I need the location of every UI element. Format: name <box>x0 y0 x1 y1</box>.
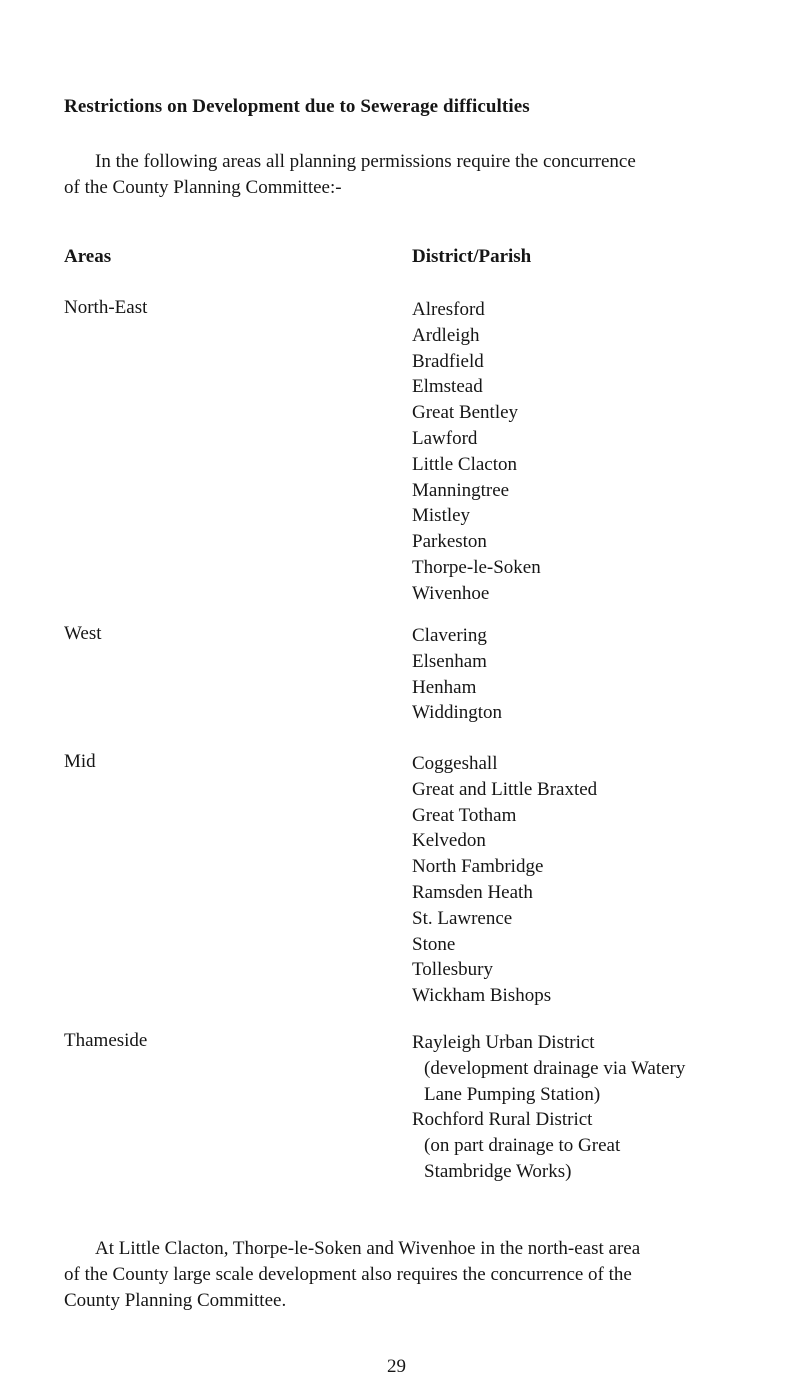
place-item: Widdington <box>412 702 503 724</box>
page-heading: Restrictions on Development due to Sewerage difficulties <box>64 96 530 117</box>
place-item: Great and Little Braxted <box>412 778 598 800</box>
place-item: Little Clacton <box>412 453 518 475</box>
place-list-west <box>412 623 502 726</box>
place-item-note: Lane Pumping Station) <box>424 1083 601 1105</box>
page-number: 29 <box>387 1356 406 1377</box>
place-item: Great Totham <box>412 804 517 826</box>
intro-line-1: In the following areas all planning permissions require the concurrence <box>95 151 636 172</box>
place-item: North Fambridge <box>412 856 544 878</box>
place-item: Manningtree <box>412 479 510 501</box>
areas-column-header: Areas <box>64 246 112 267</box>
area-label-west: West <box>64 623 102 644</box>
place-item: Parkeston <box>412 531 487 553</box>
place-item-note: Stambridge Works) <box>424 1160 572 1182</box>
closing-line-1: At Little Clacton, Thorpe-le-Soken and Wivenhoe in the north-east area <box>95 1238 641 1259</box>
place-item: Bradfield <box>412 350 484 372</box>
place-item: Thorpe-le-Soken <box>412 556 541 578</box>
place-item: Mistley <box>412 505 471 527</box>
place-item: Wickham Bishops <box>412 985 552 1007</box>
place-list-mid <box>412 751 597 1009</box>
area-label-thameside: Thameside <box>64 1030 148 1051</box>
place-item: Rayleigh Urban District <box>412 1032 595 1053</box>
district-column-header: District/Parish <box>412 246 532 267</box>
place-item: Lawford <box>412 427 478 449</box>
place-item: Henham <box>412 676 477 698</box>
place-item: Tollesbury <box>412 959 493 981</box>
area-label-north-east: North-East <box>64 297 148 318</box>
place-item: Alresford <box>412 299 485 320</box>
place-item: Great Bentley <box>412 402 519 424</box>
place-item-note: (on part drainage to Great <box>424 1135 621 1157</box>
place-item: Coggeshall <box>412 753 498 774</box>
place-item: St. Lawrence <box>412 907 513 929</box>
place-item-note: (development drainage via Watery <box>424 1057 686 1079</box>
place-list-thameside <box>412 1030 685 1185</box>
place-item: Rochford Rural District <box>412 1109 593 1131</box>
area-label-mid: Mid <box>64 751 96 772</box>
place-item: Elsenham <box>412 650 487 672</box>
place-item: Ramsden Heath <box>412 881 533 903</box>
closing-line-2: of the County large scale development also requires the concurrence of the <box>64 1264 632 1285</box>
place-item: Stone <box>412 933 456 955</box>
closing-paragraph <box>64 1236 736 1314</box>
intro-paragraph <box>64 149 724 201</box>
intro-line-2: of the County Planning Committee:- <box>64 177 342 198</box>
place-list-north-east <box>412 297 541 607</box>
place-item: Ardleigh <box>412 324 480 346</box>
place-item: Clavering <box>412 625 487 646</box>
closing-line-3: County Planning Committee. <box>64 1290 287 1311</box>
place-item: Elmstead <box>412 376 483 398</box>
place-item: Wivenhoe <box>412 582 490 604</box>
place-item: Kelvedon <box>412 830 486 852</box>
